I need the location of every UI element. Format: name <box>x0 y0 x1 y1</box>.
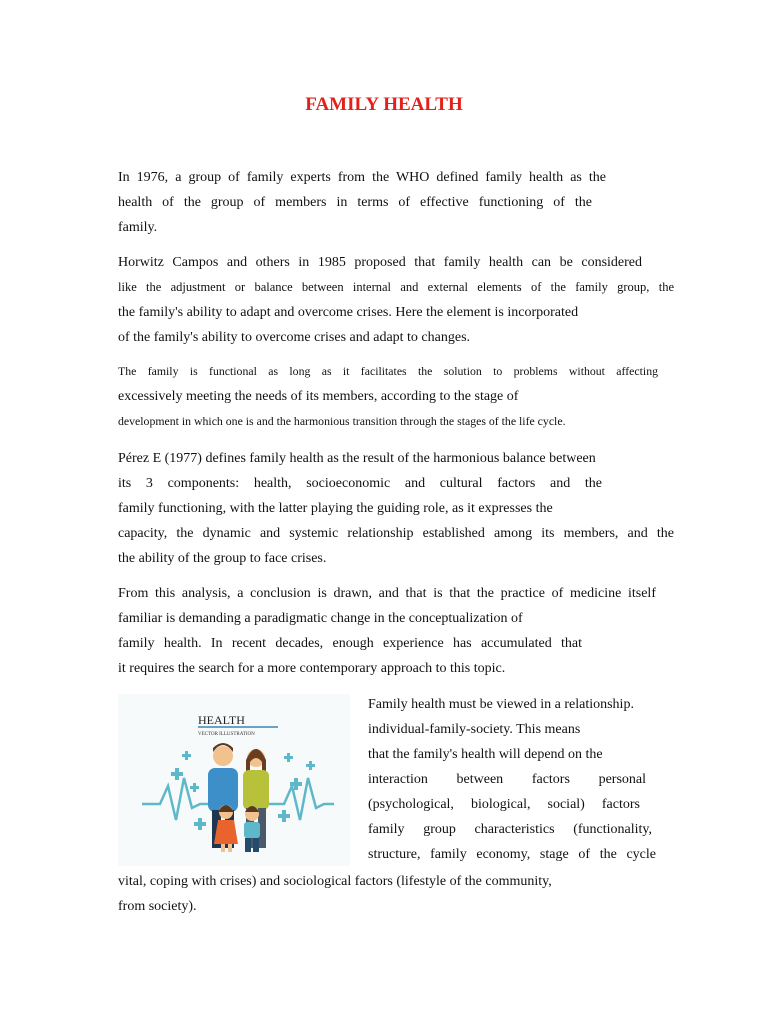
side-text-column <box>368 692 658 867</box>
paragraph-line: capacity, the dynamic and systemic relationship established among its members, and the <box>118 526 674 541</box>
paragraph-line: the ability of the group to face crises. <box>118 551 327 566</box>
paragraph-line: excessively meeting the needs of its members, according to the stage of <box>118 389 519 404</box>
illustration-subheading: VECTOR ILLUSTRATION <box>198 732 255 737</box>
paragraph-line: development in which one is and the harmonious transition through the stages of the life cycle. <box>118 414 566 428</box>
paragraph-line: it requires the search for a more contemporary approach to this topic. <box>118 661 506 676</box>
paragraph-line: Pérez E (1977) defines family health as the result of the harmonious balance between <box>118 451 596 466</box>
paragraph-line: from society). <box>118 899 197 914</box>
paragraph-line: From this analysis, a conclusion is drawn, and that is that the practice of medicine itself <box>118 586 656 601</box>
side-text-line: interaction between factors personal <box>368 772 646 787</box>
closing-paragraph <box>118 869 676 919</box>
paragraph-line: its 3 components: health, socioeconomic and cultural factors and the <box>118 476 602 491</box>
side-text-line: family group characteristics (functionality, <box>368 822 652 837</box>
side-text-line: structure, family economy, stage of the cycle <box>368 847 656 862</box>
side-text-line: (psychological, biological, social) factors <box>368 797 640 812</box>
side-text-line: Family health must be viewed in a relationship. <box>368 697 634 712</box>
paragraph-line: family health. In recent decades, enough experience has accumulated that <box>118 636 582 651</box>
paragraph-2 <box>118 250 676 350</box>
side-text-line: that the family's health will depend on the <box>368 747 603 762</box>
side-text-line: individual-family-society. This means <box>368 722 581 737</box>
paragraph-3 <box>118 359 676 434</box>
paragraph-1 <box>118 165 676 240</box>
paragraph-line: In 1976, a group of family experts from the WHO defined family health as the <box>118 170 606 185</box>
paragraph-line: of the family's ability to overcome crises and adapt to changes. <box>118 330 471 345</box>
paragraph-line: Horwitz Campos and others in 1985 proposed that family health can be considered <box>118 255 642 270</box>
illustration-heading: HEALTH <box>198 713 245 727</box>
paragraph-line: like the adjustment or balance between internal and external elements of the family group, the <box>118 280 674 294</box>
paragraph-line: familiar is demanding a paradigmatic change in the conceptualization of <box>118 611 523 626</box>
paragraph-5 <box>118 581 676 681</box>
paragraph-line: The family is functional as long as it facilitates the solution to problems without affecting <box>118 364 658 378</box>
paragraph-line: health of the group of members in terms of effective functioning of the <box>118 195 592 210</box>
paragraph-line: vital, coping with crises) and sociological factors (lifestyle of the community, <box>118 874 552 889</box>
paragraph-4 <box>118 446 676 571</box>
paragraph-line: family functioning, with the latter playing the guiding role, as it expresses the <box>118 501 553 516</box>
paragraph-line: family. <box>118 220 158 235</box>
paragraph-line: the family's ability to adapt and overcome crises. Here the element is incorporated <box>118 305 579 320</box>
family-health-illustration <box>118 694 350 866</box>
page-title: FAMILY HEALTH <box>305 94 463 115</box>
